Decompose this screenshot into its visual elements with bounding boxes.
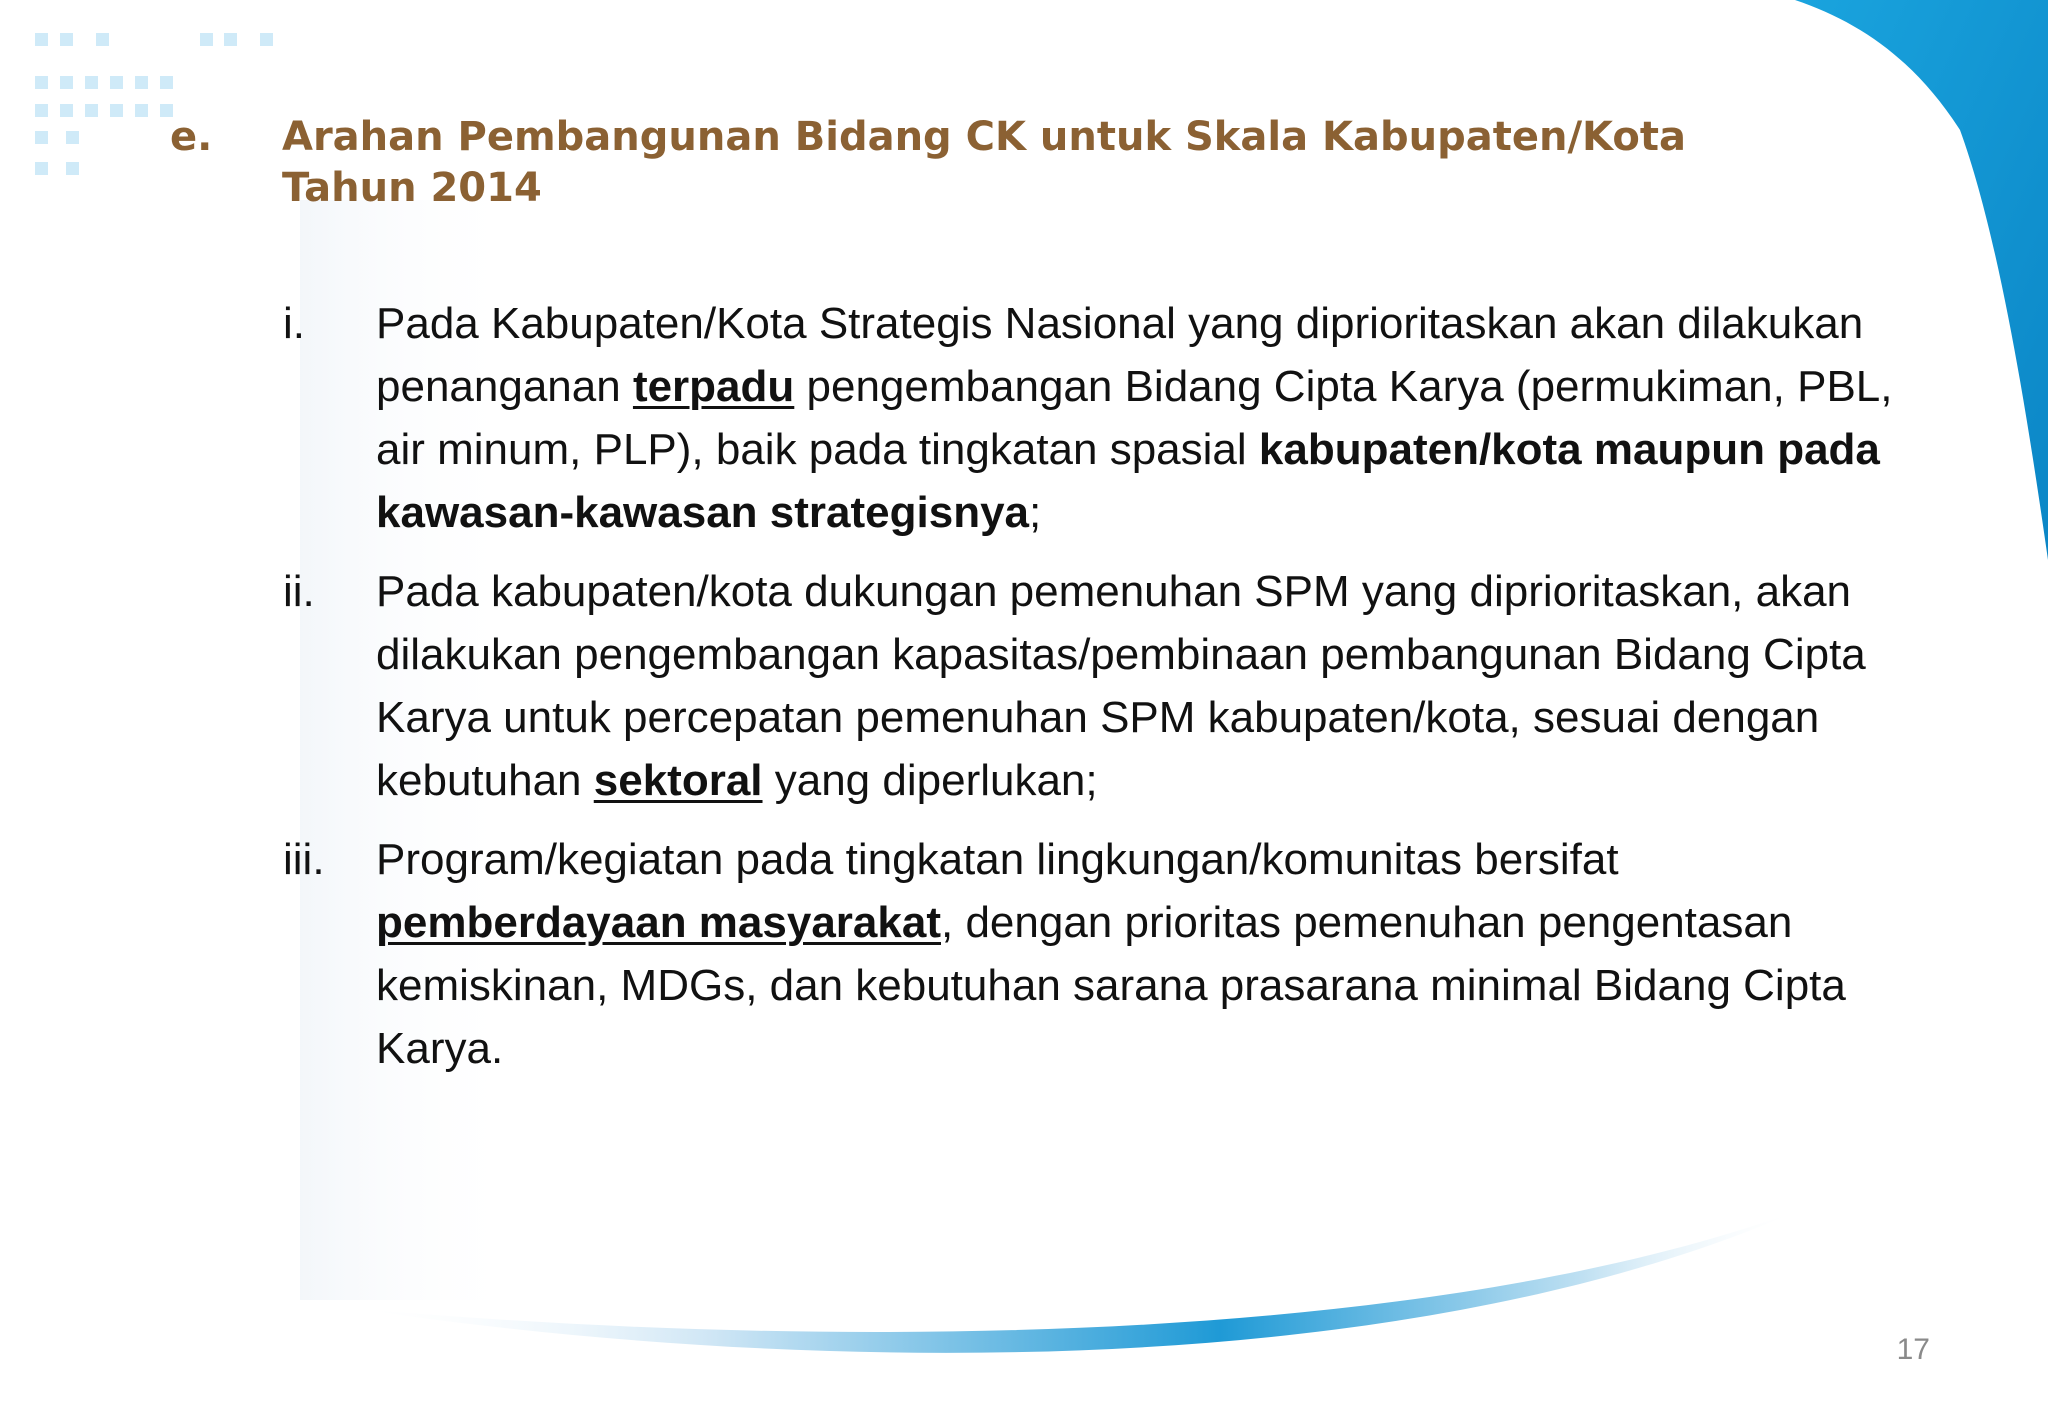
text-segment: Pada Kabupaten/Kota Strategis Nasional yang diprioritaskan akan dilakukan penanganan	[376, 299, 1864, 411]
emphasis-text: sektoral	[593, 756, 763, 805]
list-marker: i.	[283, 299, 305, 348]
text-segment: Pada kabupaten/kota dukungan pemenuhan SPM yang diprioritaskan, akan dilakukan pengembangan kapasitas/pembinaan pembangunan Bidang Cipta Karya untuk percepatan pemenuhan SPM kabupaten/kota, sesuai dengan kebutuhan	[376, 567, 1866, 805]
list-item-text	[376, 567, 1866, 805]
text-segment: pengembangan Bidang Cipta Karya (permukiman, PBL, air minum, PLP), baik pada tingkatan spasial	[376, 362, 1893, 474]
list-marker: iii.	[283, 835, 325, 884]
text-segment: Program/kegiatan pada tingkatan lingkungan/komunitas bersifat	[376, 835, 1619, 884]
list-item	[283, 828, 1903, 1080]
dot-grid-icon	[35, 33, 273, 175]
emphasis-text: terpadu	[632, 362, 795, 411]
emphasis-text: kabupaten/kota maupun pada kawasan-kawasan strategisnya	[376, 425, 1880, 537]
bullet-list	[283, 292, 1903, 1096]
text-segment: yang diperlukan;	[762, 756, 1098, 805]
list-item-text	[376, 299, 1893, 537]
list-item	[283, 560, 1903, 812]
heading-letter: e.	[170, 114, 213, 160]
bottom-swoosh	[350, 1210, 1800, 1353]
emphasis-text: pemberdayaan masyarakat	[376, 898, 941, 947]
list-marker: ii.	[283, 567, 315, 616]
text-segment: , dengan prioritas pemenuhan pengentasan kemiskinan, MDGs, dan kebutuhan sarana prasarana minimal Bidang Cipta Karya.	[376, 898, 1846, 1073]
page-number: 17	[1896, 1333, 1930, 1366]
text-segment: ;	[1029, 488, 1042, 537]
list-item	[283, 292, 1903, 544]
list-item-text	[376, 835, 1846, 1073]
heading-text: Arahan Pembangunan Bidang CK untuk Skala Kabupaten/Kota Tahun 2014	[282, 114, 1686, 211]
